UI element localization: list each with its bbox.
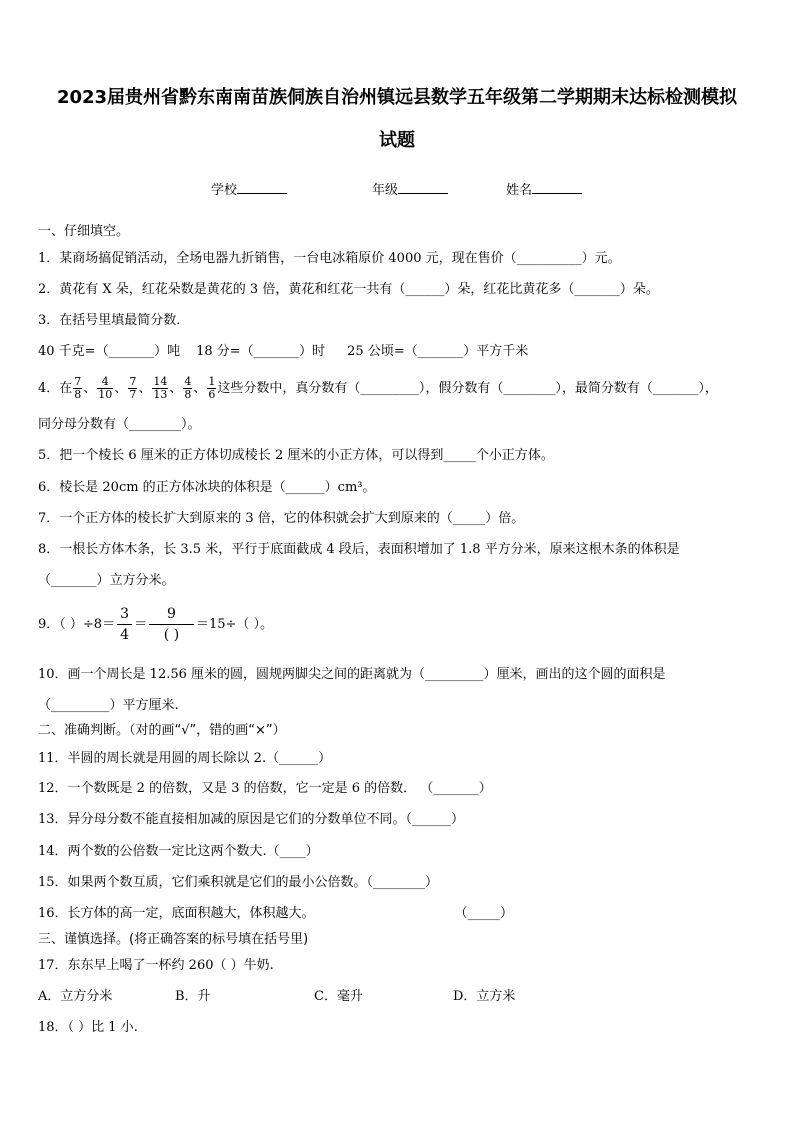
school-field[interactable]: 学校 [211, 181, 287, 200]
question-12: 12．一个数既是 2 的倍数，又是 3 的倍数，它一定是 6 的倍数． （_______） [38, 781, 492, 796]
name-field[interactable]: 姓名 [506, 181, 582, 200]
fraction: $\frac{1}{6}$ [208, 375, 216, 401]
question-5: 5．把一个棱长 6 厘米的正方体切成棱长 2 厘米的小正方体，可以得到_____个小正方体。 [38, 448, 554, 463]
option-c[interactable]: C．毫升 [314, 989, 363, 1004]
fraction: $\frac{4}{8}$ [184, 375, 192, 401]
question-3-items [38, 343, 528, 361]
question-8-line2: （_______）立方分米。 [38, 573, 175, 588]
question-4: 4．在 $\frac{7}{8}$ 、 $\frac{4}{10}$ 、 $\frac{7}{7}$ 、 $\frac{14}{13}$ 、 $\frac{4}{8}$ 、 $\frac{1}{6}$ 这些分数中，真分数有（_________），假分数有（________），最简分数有（_______）， [38, 375, 718, 401]
question-18: 18．（ ）比 1 小. [38, 1020, 138, 1035]
question-15: 15．如果两个数互质，它们乘积就是它们的最小公倍数。（________） [38, 875, 439, 890]
option-a[interactable]: A．立方分米 [38, 989, 113, 1004]
section-1-heading: 一、仔细填空。 [38, 224, 130, 239]
question-9: 9．（ ）÷8＝ $\frac{3}{4}$ ＝ 9 ( ) ＝15÷（ ）。 [38, 606, 274, 643]
question-6: 6．棱长是 20cm 的正方体冰块的体积是（______）cm³。 [38, 480, 376, 495]
fraction: $\frac{14}{13}$ [153, 375, 168, 401]
question-13: 13．异分母分数不能直接相加减的原因是它们的分数单位不同。（______） [38, 812, 465, 827]
q3-item-a: 40 千克=（_______）吨 [38, 344, 181, 359]
fraction: $\frac{7}{8}$ [74, 375, 82, 401]
fraction: $\frac{3}{4}$ [117, 604, 132, 645]
question-16: 16．长方体的高一定，底面积越大，体积越大。 （_____） [38, 906, 514, 921]
question-1: 1．某商场搞促销活动，全场电器九折销售，一台电冰箱原价 4000 元，现在售价（__________）元。 [38, 251, 621, 266]
page-title-line2: 试题 [379, 130, 415, 151]
question-10-line2: （_________）平方厘米. [38, 698, 179, 713]
section-2-heading: 二、准确判断。（对的画“√”，错的画“×”） [38, 723, 286, 738]
question-14: 14．两个数的公倍数一定比这两个数大.（____） [38, 844, 319, 859]
question-8: 8．一根长方体木条，长 3.5 米，平行于底面截成 4 段后，表面积增加了 1.8 平方分米，原来这根木条的体积是 [38, 542, 680, 557]
option-d[interactable]: D．立方米 [453, 989, 516, 1004]
fraction: $\frac{7}{7}$ [129, 375, 137, 401]
q3-item-c: 25 公顷=（_______）平方千米 [347, 344, 529, 359]
fraction: $\frac{4}{10}$ [98, 375, 113, 401]
question-3: 3．在括号里填最简分数． [38, 313, 190, 328]
q3-item-b: 18 分=（_______）时 [196, 344, 326, 359]
page-title: 2023届贵州省黔东南南苗族侗族自治州镇远县数学五年级第二学期期末达标检测模拟 [56, 87, 738, 108]
option-b[interactable]: B．升 [175, 989, 211, 1004]
section-3-heading: 三、谨慎选择。(将正确答案的标号填在括号里) [38, 932, 309, 947]
question-17: 17．东东早上喝了一杯约 260（ ）牛奶. [38, 958, 274, 973]
fraction: 9 ( ) [149, 604, 194, 645]
question-11: 11．半圆的周长就是用圆的周长除以 2.（______） [38, 751, 332, 766]
question-7: 7．一个正方体的棱长扩大到原来的 3 倍，它的体积就会扩大到原来的（_____）倍。 [38, 511, 525, 526]
grade-field[interactable]: 年级 [372, 181, 448, 200]
question-10: 10．画一个周长是 12.56 厘米的圆，圆规两脚尖之间的距离就为（_________）厘米，画出的这个圆的面积是 [38, 667, 666, 682]
question-4-line2: 同分母分数有（________）。 [38, 417, 201, 432]
question-2: 2．黄花有 X 朵，红花朵数是黄花的 3 倍，黄花和红花一共有（______）朵，红花比黄花多（_______）朵。 [38, 282, 659, 297]
